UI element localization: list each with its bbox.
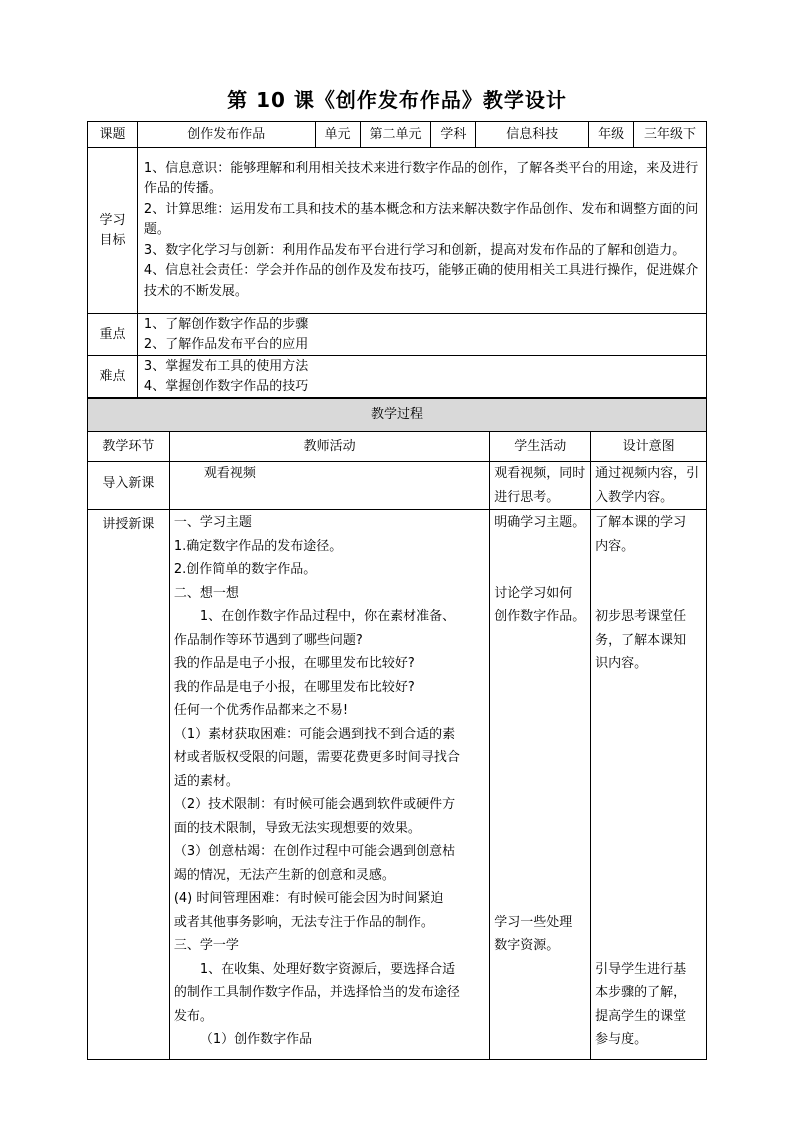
goals-label-line2: 目标 <box>99 232 126 248</box>
goals-row <box>88 148 707 314</box>
teacher-line: 面的技术限制，导致无法实现想要的效果。 <box>173 820 421 836</box>
intro-student <box>490 462 591 510</box>
teacher-line: 作品制作等环节遇到了哪些问题? <box>173 632 363 648</box>
process-columns-row <box>88 432 707 462</box>
intent-line <box>591 582 706 606</box>
column-header-student: 学生活动 <box>490 432 591 462</box>
unit-value: 第二单元 <box>360 122 431 148</box>
teacher-line: 发布。 <box>173 1008 213 1024</box>
goals-label <box>88 148 138 314</box>
teacher-line: 适的素材。 <box>173 773 239 789</box>
intent-line <box>591 699 706 723</box>
student-line <box>490 535 590 559</box>
key-point-item: 1、了解创作数字作品的步骤 <box>143 316 309 332</box>
teacher-line: 的制作工具制作数字作品，并选择恰当的发布途径 <box>173 985 460 1000</box>
key-points-row <box>88 314 707 356</box>
column-header-teacher: 教师活动 <box>169 432 489 462</box>
intent-line: 引导学生进行基 <box>595 961 687 977</box>
student-line <box>490 864 590 888</box>
teacher-line: 1、在创作数字作品过程中，你在素材准备、 <box>199 609 456 624</box>
unit-label: 单元 <box>315 122 360 148</box>
intent-line <box>591 934 706 958</box>
lecture-teacher <box>169 510 489 1060</box>
teacher-line: 2.创作简单的数字作品。 <box>173 562 317 577</box>
intent-line <box>591 793 706 817</box>
intent-line: 初步思考课堂任 <box>595 609 687 624</box>
teacher-line: 竭的情况，无法产生新的创意和灵感。 <box>173 867 395 883</box>
teacher-line: 任何一个优秀作品都来之不易! <box>173 703 349 718</box>
intent-line: 提高学生的课堂 <box>595 1008 687 1024</box>
teaching-process-table <box>87 398 707 1060</box>
intent-line <box>591 770 706 794</box>
course-label: 课题 <box>88 122 138 148</box>
teacher-line: 1.确定数字作品的发布途径。 <box>173 538 343 554</box>
intent-line <box>591 558 706 582</box>
teacher-line: 一、学习主题 <box>173 515 252 530</box>
process-header: 教学过程 <box>88 399 707 432</box>
intent-line <box>591 723 706 747</box>
course-value: 创作发布作品 <box>137 122 315 148</box>
teacher-line: 三、学一学 <box>173 938 239 953</box>
intent-line: 了解本课的学习 <box>595 515 687 530</box>
teacher-line: 我的作品是电子小报，在哪里发布比较好? <box>173 656 415 671</box>
intent-line <box>591 676 706 700</box>
intro-teacher <box>169 462 489 510</box>
student-line <box>490 652 590 676</box>
intent-line: 识内容。 <box>595 656 648 671</box>
intro-intent <box>591 462 707 510</box>
lecture-intent <box>591 510 707 1060</box>
teacher-line: （3）创意枯竭：在创作过程中可能会遇到创意枯 <box>173 844 456 859</box>
teacher-line: 二、想一想 <box>173 585 239 601</box>
student-line <box>490 699 590 723</box>
student-line <box>490 723 590 747</box>
student-line: 学习一些处理 <box>494 914 573 930</box>
grade-value: 三年级下 <box>634 122 707 148</box>
intro-row <box>88 462 707 510</box>
student-line <box>490 558 590 582</box>
intent-line: 本步骤的了解， <box>595 985 687 1000</box>
grade-label: 年级 <box>589 122 634 148</box>
student-line <box>490 793 590 817</box>
difficult-points-content <box>137 356 706 398</box>
goal-item: 2、计算思维：运用发布工具和技术的基本概念和方法来解决数字作品创作、发布和调整方面的问题。 <box>143 201 699 238</box>
student-line <box>490 887 590 911</box>
student-line: 数字资源。 <box>494 938 560 953</box>
process-header-row <box>88 399 707 432</box>
intro-stage: 导入新课 <box>88 462 170 510</box>
intent-line <box>591 864 706 888</box>
info-row <box>88 122 707 148</box>
student-line <box>490 629 590 653</box>
student-line <box>490 840 590 864</box>
difficult-points-label: 难点 <box>88 356 138 398</box>
teacher-line: (4) 时间管理困难：有时候可能会因为时间紧迫 <box>173 891 444 906</box>
difficult-point-item: 4、掌握创作数字作品的技巧 <box>143 378 309 394</box>
teacher-line: 材或者版权受限的问题，需要花费更多时间寻找合 <box>173 750 460 765</box>
lecture-stage: 讲授新课 <box>88 510 170 1060</box>
document-title: 第 10 课《创作发布作品》教学设计 <box>227 88 567 112</box>
intro-teacher-text: 观看视频 <box>203 466 256 481</box>
teacher-line: （1）素材获取困难：可能会遇到找不到合适的素 <box>173 726 456 742</box>
goal-item: 4、信息社会责任：学会并作品的创作及发布技巧，能够正确的使用相关工具进行操作，促进媒介技术的不断发展。 <box>143 263 699 299</box>
intent-line: 务，了解本课知 <box>595 632 687 648</box>
intent-line <box>591 840 706 864</box>
goal-item: 1、信息意识：能够理解和利用相关技术来进行数字作品的创作，了解各类平台的用途，来及进行作品的传播。 <box>143 160 699 197</box>
column-header-intent: 设计意图 <box>591 432 707 462</box>
difficult-point-item: 3、掌握发布工具的使用方法 <box>143 358 309 374</box>
intro-intent-text: 通过视频内容，引入教学内容。 <box>595 466 700 505</box>
intent-line <box>591 887 706 911</box>
column-header-stage: 教学环节 <box>88 432 170 462</box>
subject-label: 学科 <box>431 122 476 148</box>
teacher-line: （2）技术限制：有时候可能会遇到软件或硬件方 <box>173 797 456 812</box>
intent-line: 内容。 <box>595 538 635 554</box>
key-points-label: 重点 <box>88 314 138 356</box>
lecture-student <box>490 510 591 1060</box>
student-line: 创作数字作品。 <box>494 609 586 624</box>
difficult-points-row <box>88 356 707 398</box>
student-line: 讨论学习如何 <box>494 585 573 601</box>
intent-line <box>591 746 706 770</box>
goals-content <box>137 148 706 314</box>
subject-value: 信息科技 <box>476 122 589 148</box>
student-line <box>490 746 590 770</box>
key-points-content <box>137 314 706 356</box>
key-point-item: 2、了解作品发布平台的应用 <box>143 336 309 352</box>
teacher-line: 1、在收集、处理好数字资源后，要选择合适 <box>199 961 456 977</box>
goal-item: 3、数字化学习与创新：利用作品发布平台进行学习和创新，提高对发布作品的了解和创造力。 <box>143 242 686 258</box>
intro-student-text: 观看视频，同时进行思考。 <box>494 466 586 505</box>
goals-label-line1: 学习 <box>99 212 126 228</box>
student-line <box>490 676 590 700</box>
student-line: 明确学习主题。 <box>494 515 586 530</box>
student-line <box>490 770 590 794</box>
lecture-row <box>88 510 707 1060</box>
teacher-line: （1）创作数字作品 <box>199 1032 313 1047</box>
intent-line <box>591 911 706 935</box>
intent-line <box>591 817 706 841</box>
intent-line: 参与度。 <box>595 1032 648 1047</box>
teacher-line: 我的作品是电子小报，在哪里发布比较好? <box>173 679 415 695</box>
teacher-line: 或者其他事务影响，无法专注于作品的制作。 <box>173 914 434 930</box>
student-line <box>490 817 590 841</box>
lesson-info-table <box>87 121 707 398</box>
